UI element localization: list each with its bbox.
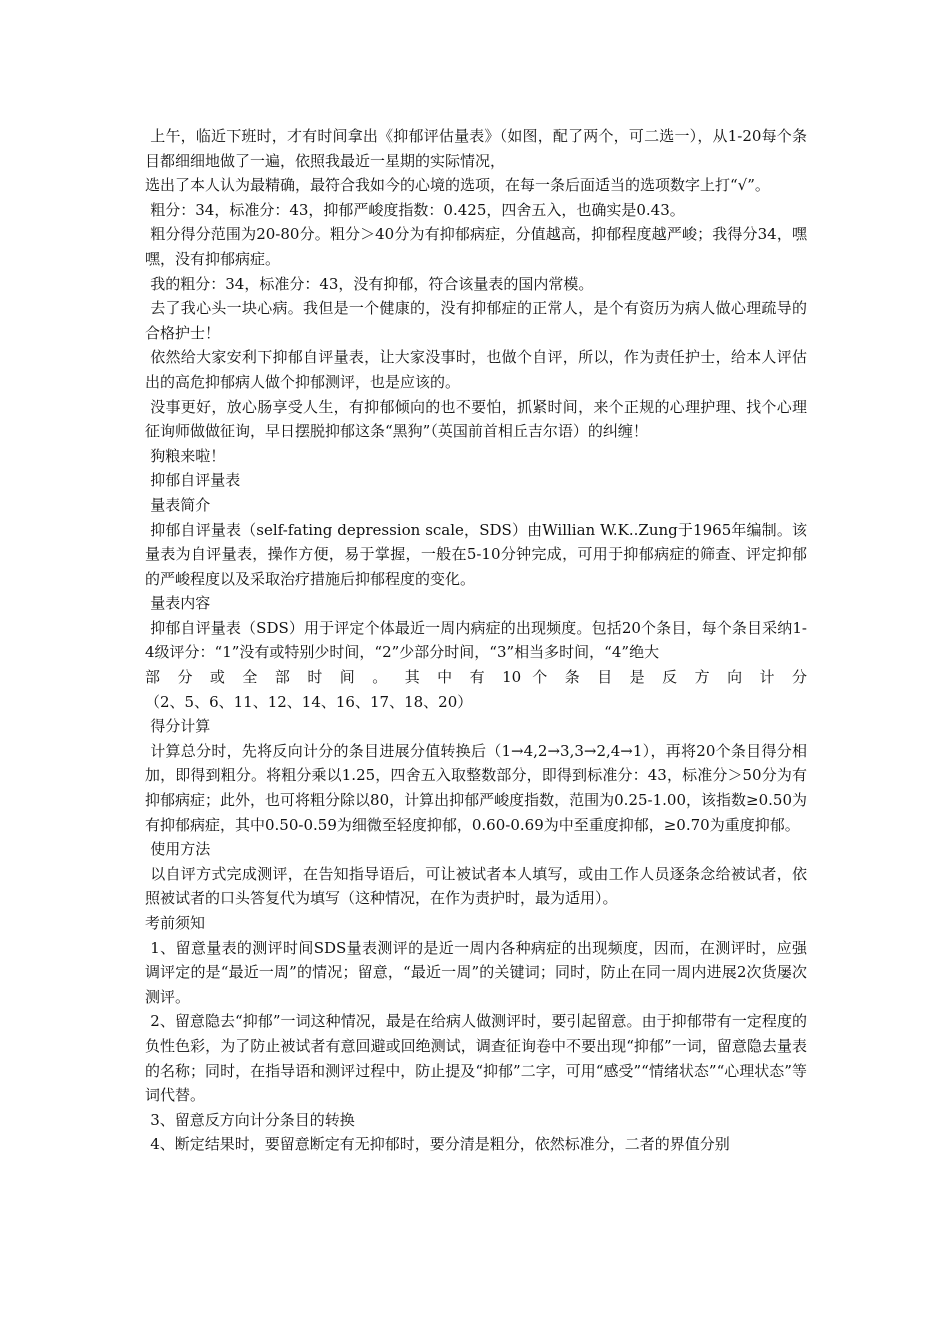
paragraph-my-scores: 我的粗分：34，标准分：43，没有抑郁，符合该量表的国内常模。 [150,274,594,293]
paragraph-personal-scores: 粗分：34，标准分：43，抑郁严峻度指数：0.425，四舍五入，也确实是0.43。 [150,200,685,219]
paragraph-encouragement: 没事更好，放心肠享受人生，有抑郁倾向的也不要怕，抓紧时间，来个正规的心理护理、找个心理征询师做做征询，早日摆脱抑郁这条“黑狗”（英国前首相丘吉尔语）的纠缠！ [145,397,807,441]
paragraph-note-1: 1、留意量表的测评时间SDS量表测评的是近一周内各种病症的出现频度，因而，在测评时，应强调评定的是“最近一周”的情况；留意，“最近一周”的关键词；同时，防止在同一周内进展2次货屡次测评。 [145,938,807,1006]
paragraph-reverse-items-line: 部 分 或 全 部 时 间 。 其 中 有 10 个 条 目 是 反 方 向 计 分 [145,668,807,687]
heading-scale-content: 量表内容 [150,594,211,613]
paragraph-reverse-items-list: （2、5、6、11、12、14、16、17、18、20） [145,692,473,711]
heading-usage: 使用方法 [150,840,211,859]
paragraph-note-2: 2、留意隐去“抑郁”一词这种情况，最是在给病人做测评时，要引起留意。由于抑郁带有一定程度的负性色彩，为了防止被试者有意回避或回绝测试，调查征询卷中不要出现“抑郁”一词，留意隐去量表的名称；同时，在指导语和测评过程中，防止提及“抑郁”二字，可用“感受”“情绪状态”“心理状态”等词代替。 [145,1012,807,1105]
paragraph-note-4: 4、断定结果时，要留意断定有无抑郁时，要分清是粗分，依然标准分，二者的界值分别 [150,1135,730,1154]
paragraph-recommendation: 依然给大家安利下抑郁自评量表，让大家没事时，也做个自评，所以，作为责任护士，给本人评估出的高危抑郁病人做个抑郁测评，也是应该的。 [145,348,807,391]
document-body [145,124,807,1157]
heading-notes: 考前须知 [145,914,206,932]
heading-sds-scale: 抑郁自评量表 [150,471,241,490]
paragraph-scale-intro: 抑郁自评量表（self-fating depression scale，SDS）由Willian W.K..Zung于1965年编制。该量表为自评量表，操作方便，易于掌握，一般在5-10分钟完成，可用于抑郁病症的筛查、评定抑郁的严峻程度以及采取治疗措施后抑郁程度的变化。 [145,520,807,588]
heading-scale-intro: 量表简介 [150,495,211,514]
paragraph-score-range: 粗分得分范围为20-80分。粗分＞40分为有抑郁病症，分值越高，抑郁程度越严峻；我得分34，嘿嘿，没有抑郁病症。 [145,225,807,268]
heading-scoring: 得分计算 [150,717,211,736]
paragraph-note-3: 3、留意反方向计分条目的转换 [150,1110,355,1129]
paragraph-scale-content: 抑郁自评量表（SDS）用于评定个体最近一周内病症的出现频度。包括20个条目，每个条目采纳1-4级评分：“1”没有或特别少时间，“2”少部分时间，“3”相当多时间，“4”绝大 [145,618,807,662]
paragraph-option-selection: 选出了本人认为最精确，最符合我如今的心境的选项，在每一条后面适当的选项数字上打“√”。 [145,176,770,195]
paragraph-relief: 去了我心头一块心病。我但是一个健康的，没有抑郁症的正常人，是个有资历为病人做心理疏导的合格护士！ [145,299,807,342]
paragraph-scoring: 计算总分时，先将反向计分的条目进展分值转换后（1→4,2→3,3→2,4→1），再将20个条目得分相加，即得到粗分。将粗分乘以1.25，四舍五入取整数部分，即得到标准分：43，标准分＞50分为有抑郁病症；此外，也可将粗分除以80，计算出抑郁严峻度指数，范围为0.25-1.00，该指数≥0.50为有抑郁病症，其中0.50-0.59为细微至轻度抑郁，0.60-0.69为中至重度抑郁，≥0.70为重度抑郁。 [145,741,807,834]
paragraph-usage: 以自评方式完成测评，在告知指导语后，可让被试者本人填写，或由工作人员逐条念给被试者，依照被试者的口头答复代为填写（这种情况，在作为责护时，最为适用）。 [145,864,807,908]
paragraph-morning-assessment: 上午，临近下班时，才有时间拿出《抑郁评估量表》（如图，配了两个，可二选一），从1-20每个条目都细细地做了一遍，依照我最近一星期的实际情况， [145,127,807,170]
paragraph-here-it-comes: 狗粮来啦！ [150,446,226,465]
